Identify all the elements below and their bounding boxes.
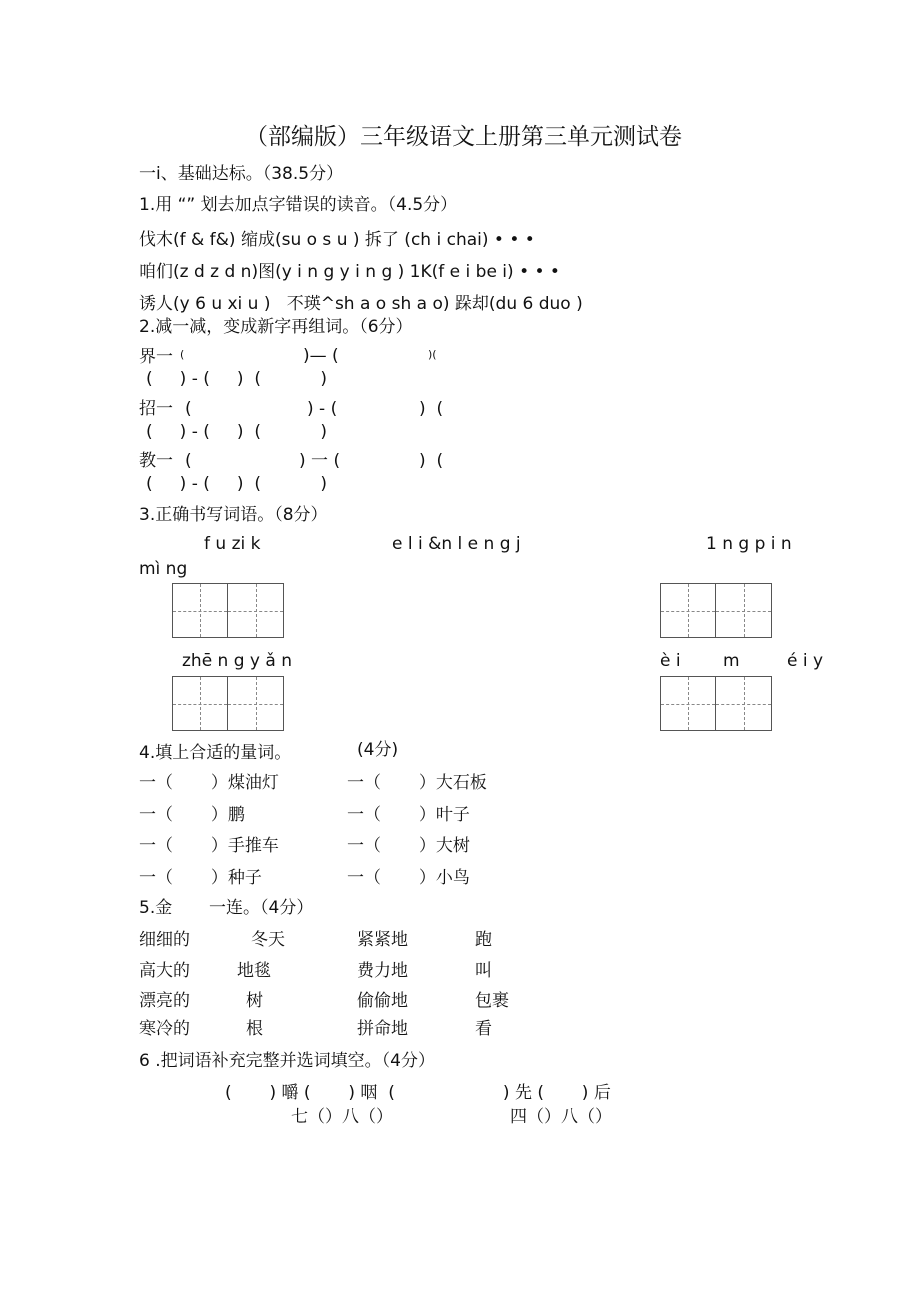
section-heading: 一i、基础达标。（38.5分） bbox=[139, 164, 344, 184]
q2-blank: ( bbox=[185, 451, 192, 471]
writing-cell[interactable] bbox=[716, 584, 771, 637]
writing-cell[interactable] bbox=[173, 584, 228, 637]
pinyin-prompt: mì ng bbox=[139, 559, 188, 579]
pinyin-prompt: e l i &n l e n g j bbox=[392, 534, 521, 554]
match-word: 漂亮的 bbox=[139, 991, 190, 1011]
writing-cell[interactable] bbox=[661, 677, 716, 730]
idiom-fill: 四（）八（） bbox=[510, 1107, 612, 1127]
q2-blank: ) ( bbox=[419, 399, 444, 419]
idiom-fill-line: ( ) 嚼 ( ) 咽 ( ) 先 ( ) 后 bbox=[225, 1083, 611, 1103]
q2-blank-line: ( ) - ( ) ( ) bbox=[146, 474, 328, 494]
measure-word-item: 一（ ）小鸟 bbox=[347, 868, 470, 888]
q2-blank: ) - ( bbox=[307, 399, 338, 419]
match-word: 看 bbox=[475, 1019, 492, 1039]
writing-grid[interactable] bbox=[172, 583, 284, 638]
q2-blank: ) 一 ( bbox=[299, 451, 341, 471]
pinyin-prompt: é i y bbox=[787, 651, 824, 671]
question-1-line: 诱人(y 6 u xi u ) 不瑛^sh a o sh a o) 跺却(du 6 duo ) bbox=[139, 294, 583, 314]
writing-grid[interactable] bbox=[660, 583, 772, 638]
measure-word-item: 一（ ）叶子 bbox=[347, 805, 470, 825]
pinyin-prompt: zhē n g y ǎ n bbox=[182, 651, 292, 671]
question-1-line: 伐木(f & f&) 缩成(su o s u ) 拆了 (ch i chai) • • • bbox=[139, 230, 535, 250]
writing-cell[interactable] bbox=[173, 677, 228, 730]
writing-cell[interactable] bbox=[661, 584, 716, 637]
match-word: 高大的 bbox=[139, 961, 190, 981]
match-word: 冬天 bbox=[251, 930, 285, 950]
q2-row-label: 招一 bbox=[139, 399, 173, 419]
match-word: 地毯 bbox=[237, 961, 271, 981]
match-word: 费力地 bbox=[357, 961, 408, 981]
question-1-heading: 1.用 “” 划去加点字错误的读音。（4.5分） bbox=[139, 195, 458, 215]
writing-cell[interactable] bbox=[228, 677, 283, 730]
writing-grid[interactable] bbox=[660, 676, 772, 731]
match-word: 包裹 bbox=[475, 991, 509, 1011]
idiom-fill: 七（）八（） bbox=[291, 1107, 393, 1127]
match-word: 寒冷的 bbox=[139, 1019, 190, 1039]
page-title: （部编版）三年级语文上册第三单元测试卷 bbox=[245, 124, 682, 150]
question-4-heading: 4.填上合适的量词。 bbox=[139, 743, 292, 763]
writing-cell[interactable] bbox=[228, 584, 283, 637]
measure-word-item: 一（ ）鹏 bbox=[139, 805, 245, 825]
measure-word-item: 一（ ）煤油灯 bbox=[139, 773, 279, 793]
q2-row-label: 界一 bbox=[139, 347, 173, 367]
measure-word-item: 一（ ）大树 bbox=[347, 836, 470, 856]
question-2-heading: 2.减一减，变成新字再组词。（6分） bbox=[139, 317, 413, 337]
match-word: 偷偷地 bbox=[357, 991, 408, 1011]
question-5-heading: 5.金 bbox=[139, 898, 173, 918]
writing-cell[interactable] bbox=[716, 677, 771, 730]
q2-row-label: 教一 bbox=[139, 451, 173, 471]
q2-blank-line: ( ) - ( ) ( ) bbox=[146, 422, 328, 442]
question-3-heading: 3.正确书写词语。（8分） bbox=[139, 505, 328, 525]
match-word: 根 bbox=[246, 1019, 263, 1039]
pinyin-prompt: 1 n g p i n bbox=[706, 534, 792, 554]
q2-blank: )— ( bbox=[303, 346, 339, 366]
measure-word-item: 一（ ）手推车 bbox=[139, 836, 279, 856]
question-5-heading: 一连。（4分） bbox=[209, 898, 314, 918]
match-word: 细细的 bbox=[139, 930, 190, 950]
pinyin-prompt: m bbox=[723, 651, 740, 671]
match-word: 跑 bbox=[475, 930, 492, 950]
question-4-score: (4分) bbox=[357, 740, 399, 760]
pinyin-prompt: f u zi k bbox=[204, 534, 261, 554]
q2-blank: )( bbox=[428, 348, 437, 361]
writing-grid[interactable] bbox=[172, 676, 284, 731]
measure-word-item: 一（ ）大石板 bbox=[347, 773, 487, 793]
match-word: 叫 bbox=[475, 961, 492, 981]
match-word: 拼命地 bbox=[357, 1019, 408, 1039]
q2-blank: ( bbox=[180, 348, 185, 361]
pinyin-prompt: è i bbox=[660, 651, 681, 671]
match-word: 紧紧地 bbox=[357, 930, 408, 950]
q2-blank: ( bbox=[185, 399, 192, 419]
question-1-line: 咱们(z d z d n)图(y i n g y i n g ) 1K(f e i be i) • • • bbox=[139, 262, 560, 282]
q2-blank-line: ( ) - ( ) ( ) bbox=[146, 369, 328, 389]
match-word: 树 bbox=[246, 991, 263, 1011]
q2-blank: ) ( bbox=[419, 451, 444, 471]
question-6-heading: 6 .把词语补充完整并选词填空。（4分） bbox=[139, 1051, 435, 1071]
measure-word-item: 一（ ）种子 bbox=[139, 868, 262, 888]
